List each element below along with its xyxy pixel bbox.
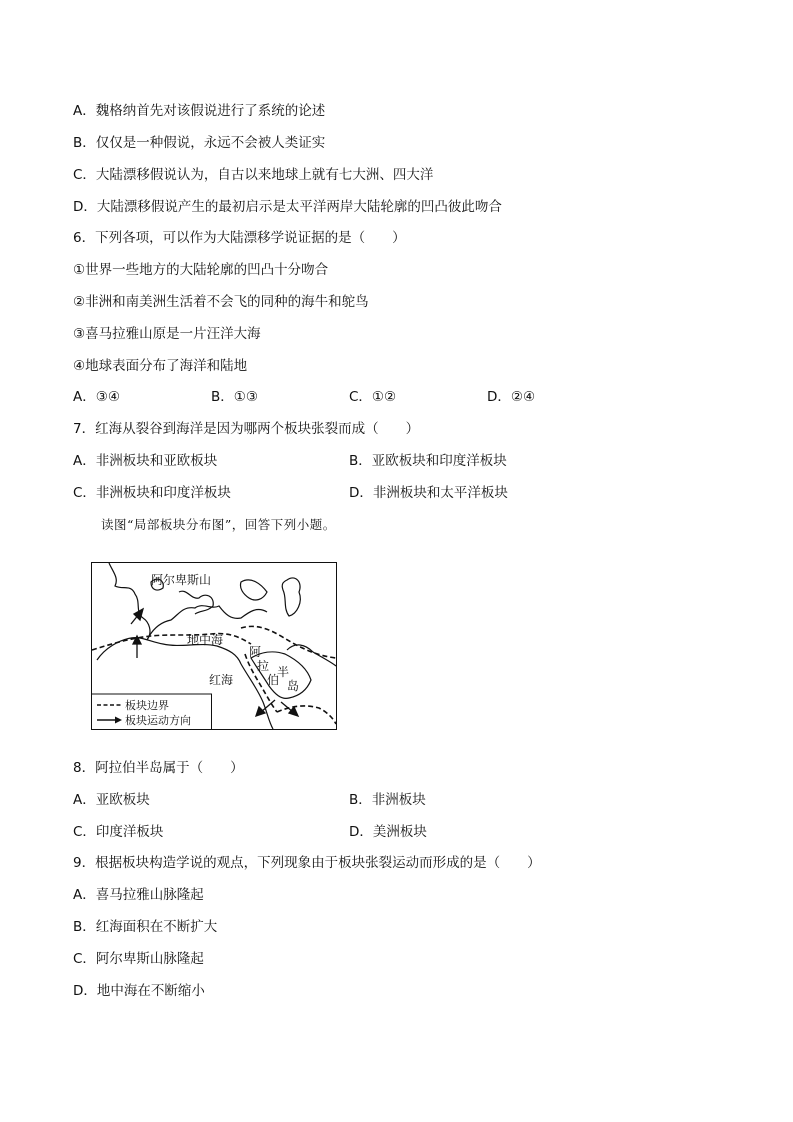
q6-item-4: ④地球表面分布了海洋和陆地 [73, 358, 248, 374]
q9-stem: 9．根据板块构造学说的观点，下列现象由于板块张裂运动而形成的是（ ） [73, 855, 541, 871]
q6-option-a: A．③④ [73, 389, 120, 405]
q7-option-a: A．非洲板块和亚欧板块 [73, 453, 218, 469]
q5-option-d: D．大陆漂移假说产生的最初启示是太平洋两岸大陆轮廓的凹凸彼此吻合 [73, 199, 502, 215]
q8-stem: 8．阿拉伯半岛属于（ ） [73, 760, 244, 776]
q9-option-d: D．地中海在不断缩小 [73, 983, 205, 999]
q6-item-3: ③喜马拉雅山原是一片汪洋大海 [73, 326, 261, 342]
label-mediterranean: 地中海 [187, 633, 224, 647]
legend-boundary-label: 板块边界 [125, 699, 169, 712]
q7-stem: 7．红海从裂谷到海洋是因为哪两个板块张裂而成（ ） [73, 421, 420, 437]
q7-option-d: D．非洲板块和太平洋板块 [349, 485, 508, 501]
legend-motion-label: 板块运动方向 [125, 714, 191, 727]
q6-option-c: C．①② [349, 389, 397, 405]
q6-option-b: B．①③ [211, 389, 258, 405]
q7-option-c: C．非洲板块和印度洋板块 [73, 485, 231, 501]
map-legend [92, 694, 212, 730]
label-arabia-1: 阿 [249, 645, 262, 659]
q9-option-a: A．喜马拉雅山脉隆起 [73, 887, 204, 903]
q8-option-b: B．非洲板块 [349, 792, 426, 808]
label-arabia-3: 伯 [267, 673, 280, 687]
q5-option-a: A．魏格纳首先对该假说进行了系统的论述 [73, 103, 326, 119]
plate-map [91, 562, 337, 730]
q9-option-b: B．红海面积在不断扩大 [73, 919, 218, 935]
label-arabia-4: 半 [277, 665, 290, 679]
q7-option-b: B．亚欧板块和印度洋板块 [349, 453, 507, 469]
q9-option-c: C．阿尔卑斯山脉隆起 [73, 951, 204, 967]
label-red-sea: 红海 [209, 673, 234, 687]
q6-item-1: ①世界一些地方的大陆轮廓的凹凸十分吻合 [73, 262, 329, 278]
label-arabia-2: 拉 [257, 659, 270, 673]
q8-option-c: C．印度洋板块 [73, 824, 164, 840]
q8-option-d: D．美洲板块 [349, 824, 427, 840]
q8-option-a: A．亚欧板块 [73, 792, 150, 808]
q5-option-b: B．仅仅是一种假说，永远不会被人类证实 [73, 135, 326, 151]
map-intro: 读图“局部板块分布图”，回答下列小题。 [101, 517, 336, 532]
label-arabia-5: 岛 [287, 679, 300, 693]
label-alps: 阿尔卑斯山 [151, 573, 212, 587]
q6-option-d: D．②④ [487, 389, 536, 405]
q6-item-2: ②非洲和南美洲生活着不会飞的同种的海牛和鸵鸟 [73, 294, 369, 310]
q6-stem: 6．下列各项，可以作为大陆漂移学说证据的是（ ） [73, 230, 406, 246]
q5-option-c: C．大陆漂移假说认为，自古以来地球上就有七大洲、四大洋 [73, 167, 434, 183]
